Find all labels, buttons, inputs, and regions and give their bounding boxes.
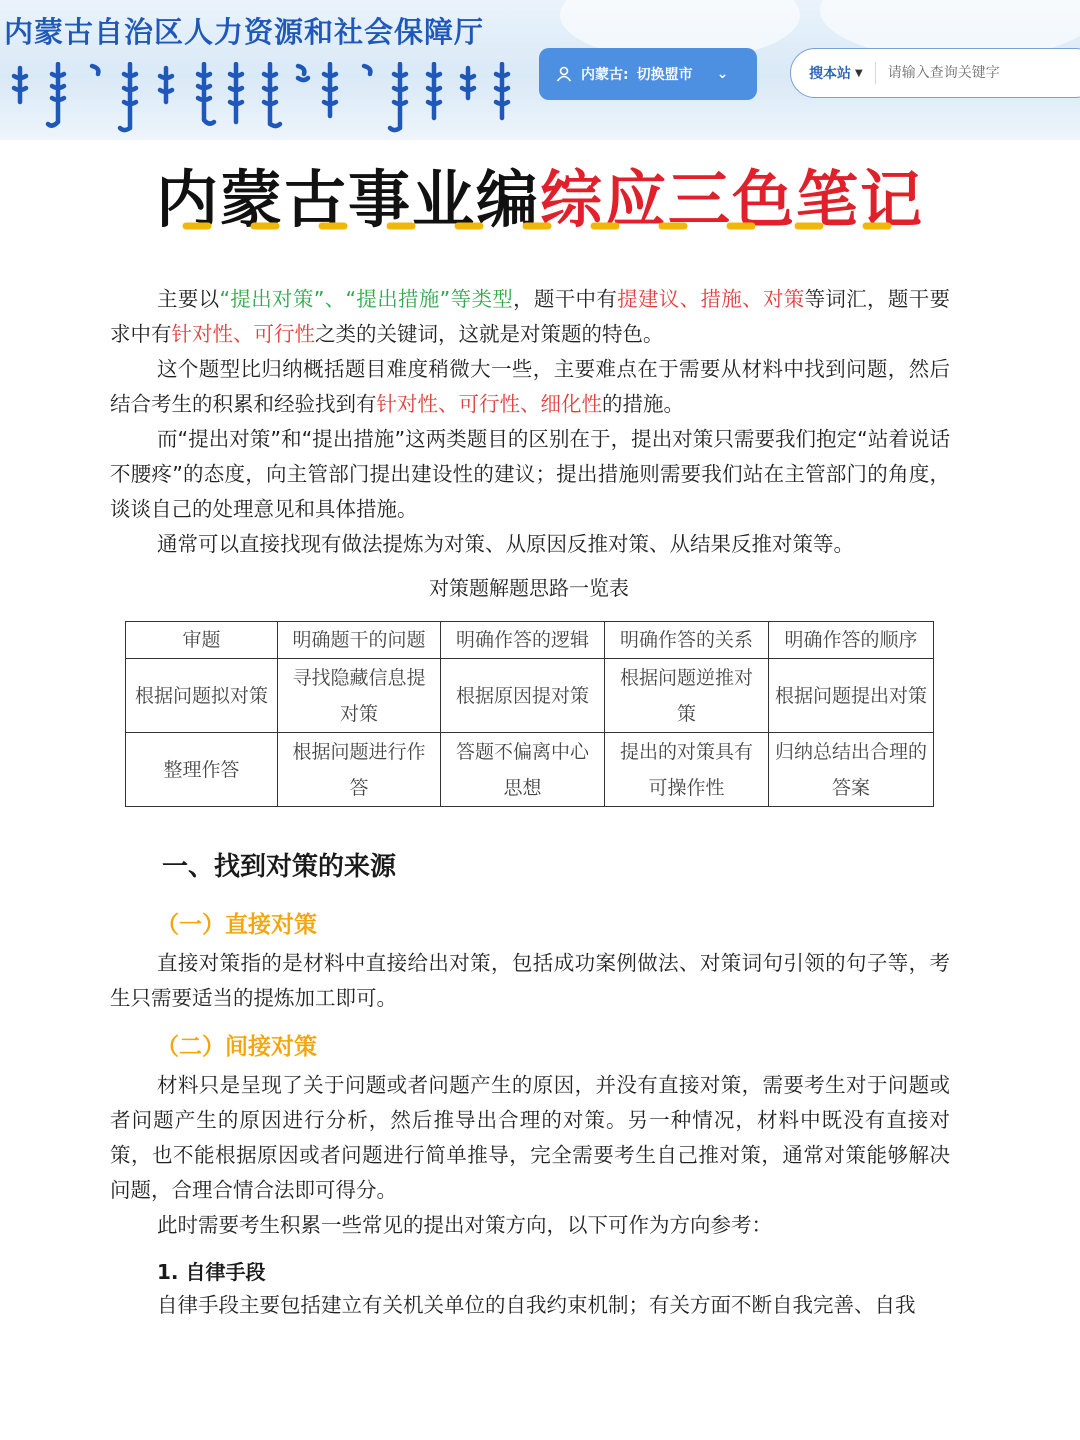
table-cell: 根据问题拟对策 (126, 659, 278, 733)
org-name[interactable]: 内蒙古自治区人力资源和社会保障厅 (4, 15, 485, 49)
intro-text (110, 282, 950, 562)
table-cell: 归纳总结出合理的答案 (769, 733, 934, 807)
search-divider (875, 62, 876, 84)
title-black-part: 内蒙古事业编 (155, 163, 540, 236)
strategy-table (125, 621, 934, 807)
paragraph-3: 而“提出对策”和“提出措施”这两类题目的区别在于，提出对策只需要我们抱定“站着说话不腰疼”的态度，向主管部门提出建设性的建议；提出措施则需要我们站在主管部门的角度，谈谈自己的处理意见和具体措施。 (110, 427, 950, 521)
indirect-strategy-text: 材料只是呈现了关于问题或者问题产生的原因，并没有直接对策，需要考生对于问题或者问题产生的原因进行分析，然后推导出合理的对策。另一种情况，材料中既没有直接对策，也不能根据原因或者问题进行简单推导，完全需要考生自己推对策，通常对策能够解决问题，合理合情合法即可得分。 此时需要考生积累一些常见的提出对策方向，以下可作为方向参考： (110, 1073, 950, 1237)
paragraph-2: 这个题型比归纳概括题目难度稍微大一些，主要难点在于需要从材料中找到问题，然后结合考生的积累和经验找到有针对性、可行性、细化性的措施。 (110, 357, 950, 416)
subsection-heading-direct: （一）直接对策 (156, 912, 317, 938)
section-heading: 一、找到对策的来源 (162, 852, 397, 882)
chevron-down-icon: ⌄ (716, 66, 729, 82)
paragraph-4: 通常可以直接找现有做法提炼为对策、从原因反推对策、从结果反推对策等。 (157, 532, 854, 556)
location-user-icon (555, 65, 573, 83)
region-switch-button[interactable] (539, 48, 757, 100)
region-label: 内蒙古: (581, 67, 629, 83)
paragraph-1: 主要以“提出对策”、“提出措施”等类型，题干中有提建议、措施、对策等词汇，题干要求中有针对性、可行性之类的关键词，这就是对策题的特色。 (110, 287, 951, 346)
table-row (126, 733, 934, 807)
table-cell: 整理作答 (126, 733, 278, 807)
table-cell: 提出的对策具有可操作性 (605, 733, 769, 807)
caret-down-icon: ▼ (855, 67, 863, 79)
table-cell: 答题不偏离中心思想 (441, 733, 605, 807)
table-cell: 寻找隐藏信息提对策 (278, 659, 441, 733)
self-discipline-text: 自律手段主要包括建立有关机关单位的自我约束机制；有关方面不断自我完善、自我 (157, 1293, 916, 1317)
table-cell: 明确作答的关系 (605, 622, 769, 659)
table-cell: 审题 (126, 622, 278, 659)
item-heading: 1. 自律手段 (157, 1260, 266, 1284)
table-cell: 根据原因提对策 (441, 659, 605, 733)
table-cell: 根据问题逆推对策 (605, 659, 769, 733)
table-row (126, 622, 934, 659)
title-red-part: 综应三色笔记 (540, 163, 925, 236)
search-scope-dropdown[interactable] (809, 63, 863, 83)
table-cell: 明确题干的问题 (278, 622, 441, 659)
table-row (126, 659, 934, 733)
mongolian-script-logo (8, 62, 513, 134)
title-underline-dashes (182, 221, 902, 231)
site-search (790, 48, 1080, 98)
site-header (0, 0, 1080, 140)
search-scope-label: 搜本站 (809, 66, 851, 82)
table-cell: 明确作答的逻辑 (441, 622, 605, 659)
direct-strategy-text: 直接对策指的是材料中直接给出对策，包括成功案例做法、对策词句引领的句子等，考生只需要适当的提炼加工即可。 (110, 951, 950, 1010)
table-caption: 对策题解题思路一览表 (429, 576, 629, 600)
table-cell: 根据问题进行作答 (278, 733, 441, 807)
subsection-heading-indirect: （二）间接对策 (156, 1034, 317, 1060)
table-cell: 根据问题提出对策 (769, 659, 934, 733)
search-input[interactable] (886, 64, 1060, 82)
table-cell: 明确作答的顺序 (769, 622, 934, 659)
region-switch-label: 切换盟市 (636, 67, 693, 83)
